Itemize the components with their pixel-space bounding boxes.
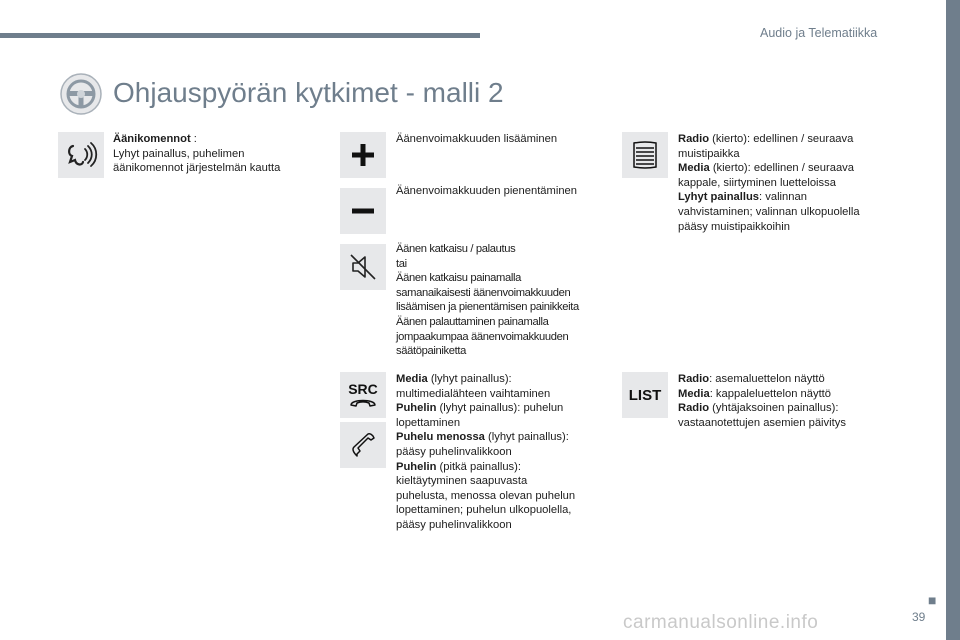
page-number: 39 — [912, 610, 926, 624]
mute-description — [396, 242, 579, 359]
mute-line: säätöpainiketta — [396, 345, 467, 358]
phone-long-line: lopettaminen; puhelun ulkopuolella, — [396, 504, 572, 517]
call-text: (lyhyt painallus): — [484, 431, 569, 444]
header-rule — [0, 33, 480, 38]
list-label: LIST — [628, 386, 662, 404]
mute-line: jompaakumpaa äänenvoimakkuuden — [396, 330, 569, 343]
mute-line: Äänen katkaisu painamalla — [396, 272, 521, 285]
voice-command-description — [113, 132, 280, 176]
plus-icon — [348, 140, 378, 170]
media-text: : kappaleluettelon näyttö — [709, 387, 832, 400]
voice-command-icon — [64, 138, 98, 172]
voice-command-colon: : — [190, 133, 197, 145]
thumbwheel-description — [678, 132, 860, 234]
radio-hold-text: (yhtäjaksoinen painallus): — [709, 402, 839, 415]
mute-button — [340, 244, 386, 290]
volume-up-button — [340, 132, 386, 178]
mute-line: Äänen katkaisu / palautus — [396, 243, 516, 255]
mute-line: lisäämisen ja pienentämisen painikkeita — [396, 301, 579, 314]
call-in-progress-label: Puhelu menossa — [396, 431, 485, 444]
phone-long-line: pääsy puhelinvalikkoon — [396, 518, 512, 531]
radio-hold-line: vastaanotettujen asemien päivitys — [678, 416, 846, 429]
volume-up-description: Äänenvoimakkuuden lisääminen — [396, 133, 558, 145]
short-press-line: pääsy muistipaikkoihin — [678, 220, 790, 233]
phone-label: Puhelin — [396, 402, 437, 415]
mute-line: Äänen palauttaminen painamalla — [396, 315, 549, 328]
radio-label: Radio — [678, 373, 710, 385]
steering-wheel-icon — [59, 72, 103, 116]
voice-command-line: äänikomennot järjestelmän kautta — [113, 162, 281, 175]
page-marker: ■ — [928, 592, 937, 608]
watermark: carmanualsonline.info — [623, 612, 819, 633]
list-description — [678, 372, 846, 430]
short-press-line: vahvistaminen; valinnan ulkopuolella — [678, 205, 860, 218]
voice-command-button — [58, 132, 104, 178]
voice-command-label: Äänikomennot — [113, 133, 191, 145]
phone-long-label: Puhelin — [396, 460, 437, 473]
phone-line: lopettaminen — [396, 416, 461, 429]
src-phone-description — [396, 372, 575, 533]
media-text: (lyhyt painallus): — [427, 373, 512, 385]
short-press-label: Lyhyt painallus — [678, 191, 760, 204]
speaker-muted-icon — [347, 251, 379, 283]
radio-text: (kierto): edellinen / seuraava — [709, 133, 854, 145]
radio-text: : asemaluettelon näyttö — [709, 373, 825, 385]
phone-button — [340, 422, 386, 468]
thumbwheel-icon — [630, 140, 660, 170]
radio-line: muistipaikka — [678, 147, 740, 160]
phone-long-line: kieltäytyminen saapuvasta — [396, 475, 528, 488]
phone-long-text: (pitkä painallus): — [436, 460, 521, 473]
short-press-text: : valinnan — [759, 191, 807, 204]
minus-icon — [348, 196, 378, 226]
radio-label: Radio — [678, 133, 710, 145]
media-label: Media — [678, 387, 710, 400]
media-line: multimedialähteen vaihtaminen — [396, 387, 551, 400]
volume-down-button — [340, 188, 386, 234]
media-text: (kierto): edellinen / seuraava — [709, 162, 854, 175]
section-title: Audio ja Telematiikka — [760, 26, 878, 40]
page-title: Ohjauspyörän kytkimet - malli 2 — [113, 77, 504, 108]
media-label: Media — [678, 162, 710, 175]
radio-hold-label: Radio — [678, 402, 710, 415]
src-phone-button — [340, 372, 386, 418]
volume-down-description: Äänenvoimakkuuden pienentäminen — [396, 185, 577, 197]
call-line: pääsy puhelinvalikkoon — [396, 445, 512, 458]
voice-command-line: Lyhyt painallus, puhelimen — [113, 147, 245, 160]
phone-text: (lyhyt painallus): puhelun — [436, 402, 564, 415]
src-label: SRC — [348, 381, 378, 397]
mute-line: samanaikaisesti äänenvoimakkuuden — [396, 286, 571, 299]
hang-up-icon — [348, 396, 378, 410]
media-line: kappale, siirtyminen luetteloissa — [678, 176, 836, 189]
page-edge-strip — [946, 0, 960, 640]
phone-handset-icon — [348, 430, 378, 460]
media-label: Media — [396, 373, 428, 385]
list-button — [622, 372, 668, 418]
thumbwheel-button — [622, 132, 668, 178]
phone-long-line: puhelusta, menossa olevan puhelun — [396, 489, 576, 502]
mute-line: tai — [396, 257, 407, 270]
